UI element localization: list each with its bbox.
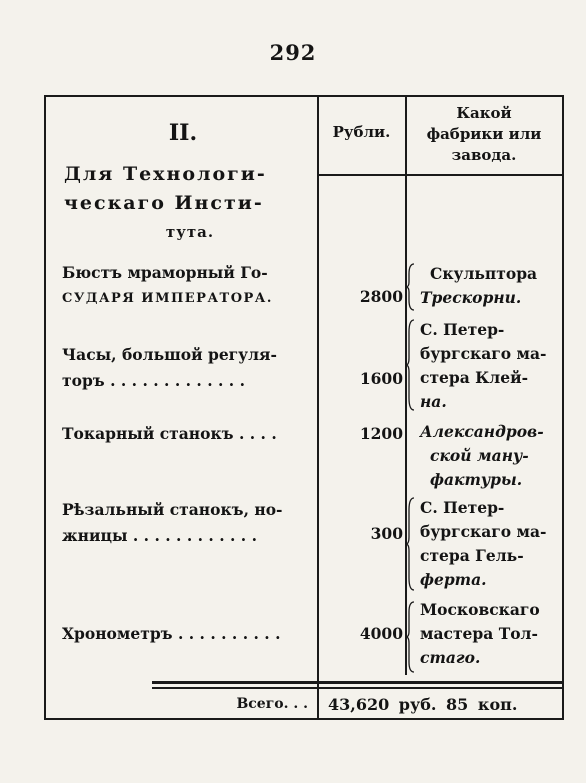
item-name [62,621,280,647]
section-title-line: ческаго Инсти- [64,192,264,214]
item-name-line: Часы, большой регуля- [62,345,277,364]
item-name [62,342,277,394]
maker-line: Трескорни. [420,288,522,307]
maker-line: С. Петер- [420,498,505,517]
total-double-rule-top [152,681,564,684]
total-value: 43,620 руб. 85 коп. [328,695,518,714]
maker-header-line: завода. [451,146,517,164]
section-title-line: Для Технологи- [64,163,267,185]
item-maker [420,496,560,592]
brace-icon [406,318,418,412]
section-number: II. [168,120,198,146]
item-name [62,497,282,549]
maker-header-line: Какой [456,104,512,122]
section-title [64,160,316,247]
table-right-rule [562,95,564,720]
maker-line: бургскаго ма- [420,344,547,363]
item-price: 2800 [359,287,403,306]
total-double-rule-bottom [152,687,564,689]
item-maker [420,318,560,414]
item-name [62,260,273,312]
maker-line: стера Гель- [420,546,524,565]
maker-line: Скульптора [430,264,538,283]
maker-line: бургскаго ма- [420,522,547,541]
page-number: 292 [269,40,317,65]
item-name-line: жницы . . . . . . . . . . . . [62,526,257,545]
total-label: Всего. . . [236,696,308,712]
maker-header-line: фабрики или [426,125,542,143]
maker-line: Московскаго [420,600,540,619]
column-divider-name-price [317,95,319,720]
table-left-rule [44,95,46,720]
maker-line: Александров- [420,422,544,441]
item-name-line: Бюстъ мраморный Го- [62,263,268,282]
header-rule [317,174,563,176]
item-price: 1200 [359,424,403,443]
brace-icon [406,600,418,674]
table-top-rule [44,95,564,97]
item-name-line: Хронометръ . . . . . . . . . . [62,624,281,643]
section-title-line: тута. [165,223,215,241]
item-maker [420,262,560,310]
maker-line: ферта. [420,570,487,589]
maker-line: стаго. [420,648,481,667]
maker-line: стера Клей- [420,368,529,387]
maker-column-header [406,103,562,166]
item-name [62,421,277,447]
table-bottom-rule [44,718,564,720]
maker-line: фактуры. [430,470,523,489]
item-maker [420,420,560,492]
item-maker [420,598,560,670]
brace-icon [406,496,418,592]
item-name-line: Токарный станокъ . . . . [62,424,277,443]
brace-icon [406,262,418,312]
item-price: 300 [370,524,403,543]
maker-line: С. Петер- [420,320,505,339]
maker-line: на. [420,392,447,411]
item-name-line: торъ . . . . . . . . . . . . . [62,371,245,390]
item-name-line: Рѣзальный станокъ, но- [62,500,283,519]
maker-line: ской ману- [430,446,529,465]
item-price: 4000 [359,624,403,643]
item-price: 1600 [359,369,403,388]
item-name-line: СУДАРЯ ИМПЕРАТОРА. [62,291,273,306]
price-column-header: Рубли. [332,123,391,141]
maker-line: мастера Тол- [420,624,538,643]
